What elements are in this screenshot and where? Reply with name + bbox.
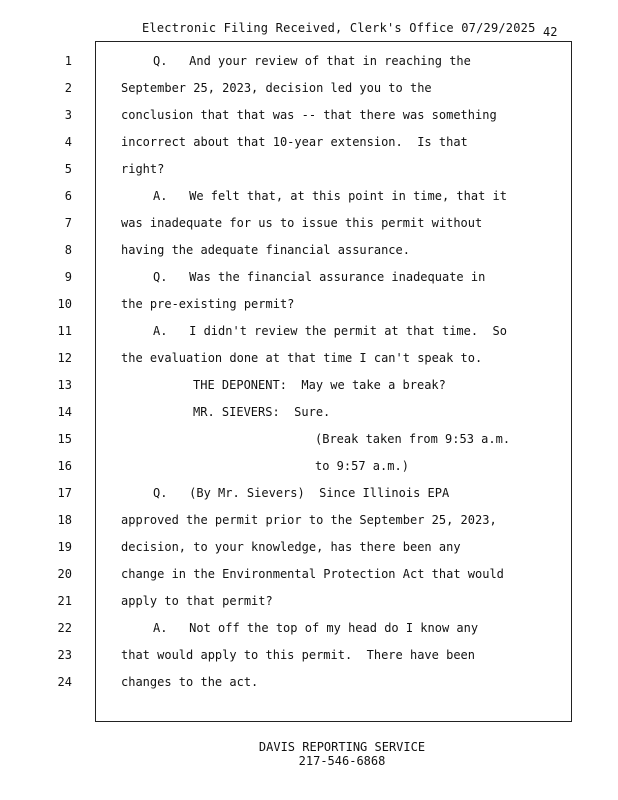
transcript-line: A. We felt that, at this point in time, that it [153, 189, 508, 203]
transcript-line: right? [121, 162, 165, 176]
line-number: 7 [64, 216, 72, 230]
footer-phone: 217-546-6868 [298, 754, 386, 768]
line-number: 11 [57, 324, 72, 338]
transcript-line: Q. Was the financial assurance inadequate in [153, 270, 486, 284]
transcript-line: A. Not off the top of my head do I know any [153, 621, 479, 635]
line-number: 23 [57, 648, 72, 662]
line-number: 12 [57, 351, 72, 365]
transcript-line: conclusion that that was -- that there was something [121, 108, 497, 122]
transcript-line: THE DEPONENT: May we take a break? [193, 378, 446, 392]
footer-company: DAVIS REPORTING SERVICE [258, 740, 426, 754]
line-number: 17 [57, 486, 72, 500]
line-number: 21 [57, 594, 72, 608]
transcript-line: apply to that permit? [121, 594, 273, 608]
line-number: 5 [64, 162, 72, 176]
line-number: 20 [57, 567, 72, 581]
transcript-line: MR. SIEVERS: Sure. [193, 405, 331, 419]
transcript-line: having the adequate financial assurance. [121, 243, 410, 257]
transcript-line: the evaluation done at that time I can't speak to. [121, 351, 483, 365]
transcript-line: was inadequate for us to issue this permit without [121, 216, 483, 230]
line-number: 9 [64, 270, 72, 284]
transcript-line: September 25, 2023, decision led you to the [121, 81, 432, 95]
transcript-line: change in the Environmental Protection Act that would [121, 567, 504, 581]
line-number: 13 [57, 378, 72, 392]
line-number: 19 [57, 540, 72, 554]
transcript-line: approved the permit prior to the September 25, 2023, [121, 513, 497, 527]
transcript-line: Q. (By Mr. Sievers) Since Illinois EPA [153, 486, 450, 500]
transcript-line: changes to the act. [121, 675, 259, 689]
line-number: 6 [64, 189, 72, 203]
transcript-line: (Break taken from 9:53 a.m. [315, 432, 511, 446]
line-number: 22 [57, 621, 72, 635]
line-number: 8 [64, 243, 72, 257]
line-number: 10 [57, 297, 72, 311]
transcript-line: decision, to your knowledge, has there been any [121, 540, 461, 554]
transcript-line: the pre-existing permit? [121, 297, 295, 311]
line-number: 1 [64, 54, 72, 68]
transcript-line: to 9:57 a.m.) [315, 459, 409, 473]
filing-stamp: Electronic Filing Received, Clerk's Office 07/29/2025 [142, 21, 536, 35]
line-number: 15 [57, 432, 72, 446]
line-number: 3 [64, 108, 72, 122]
transcript-line: Q. And your review of that in reaching the [153, 54, 471, 68]
line-number: 18 [57, 513, 72, 527]
line-number: 14 [57, 405, 72, 419]
line-number: 4 [64, 135, 72, 149]
line-number: 2 [64, 81, 72, 95]
page-number: 42 [543, 25, 558, 39]
line-number: 16 [57, 459, 72, 473]
transcript-line: that would apply to this permit. There have been [121, 648, 476, 662]
transcript-line: A. I didn't review the permit at that time. So [153, 324, 508, 338]
transcript-line: incorrect about that 10-year extension. Is that [121, 135, 468, 149]
line-number: 24 [57, 675, 72, 689]
